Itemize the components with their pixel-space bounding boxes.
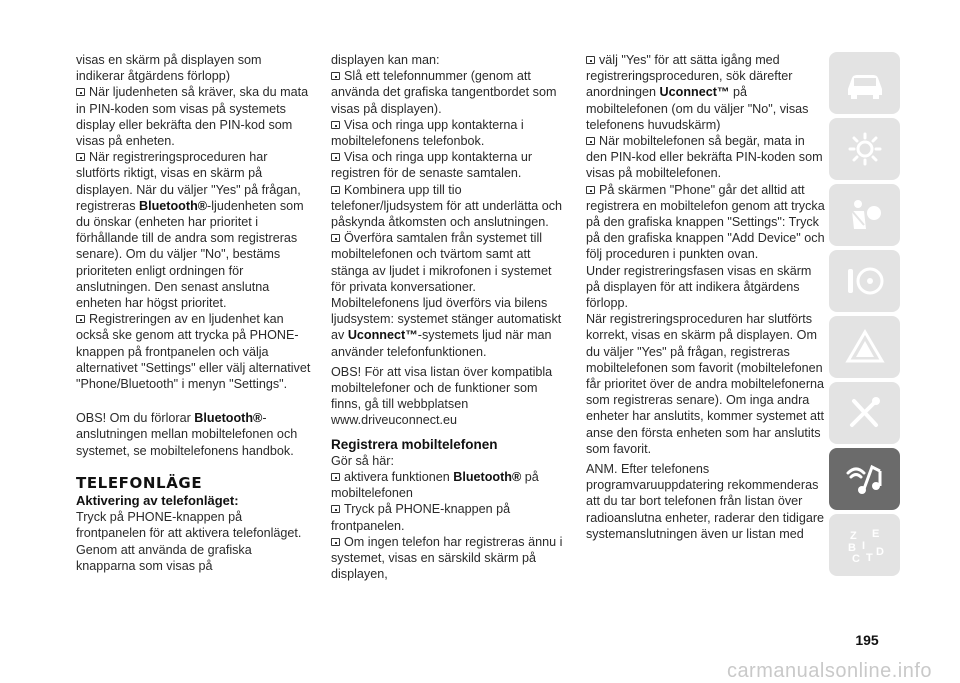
bullet-item: [331, 534, 567, 583]
bullet-item: [331, 469, 567, 501]
bold-term: Bluetooth®: [139, 198, 208, 213]
bullet-text: Tryck på PHONE-knappen på frontpanelen.: [331, 502, 511, 533]
bullet-text: Visa och ringa upp kontakterna i mobiltelefonens telefonbok.: [331, 117, 524, 149]
paragraph: Gör så här:: [331, 453, 394, 468]
bold-term: Uconnect™: [347, 328, 418, 343]
index-letter: E: [871, 528, 879, 540]
paragraph: [76, 52, 312, 84]
text-column-2: [331, 52, 567, 583]
text-line: visas en skärm på displayen som: [76, 53, 262, 67]
bullet-item: [76, 311, 312, 392]
bullet-text: på mobiltelefonen: [331, 470, 539, 501]
tab-driving[interactable]: [829, 250, 900, 312]
text-column-1: [76, 52, 312, 574]
bold-term: Uconnect™: [659, 85, 730, 100]
subheading: Aktivering av telefonläget:: [76, 493, 239, 509]
index-letter: B: [847, 542, 856, 554]
obs-note: [76, 410, 312, 459]
tab-emergency[interactable]: [829, 316, 900, 378]
bullet-text: aktivera funktionen: [344, 470, 454, 485]
warning-lights-icon: [842, 129, 888, 169]
tab-warning-lights[interactable]: [829, 118, 900, 180]
bold-term: Bluetooth®: [453, 470, 522, 485]
tab-safety[interactable]: [829, 184, 900, 246]
bullet-item: [331, 68, 567, 117]
bullet-item: [331, 182, 567, 231]
bullet-text: När ljudenheten så kräver, ska du mata in PIN-koden som visas på systemets display eller bekräfta den PIN-kod som visas på enheten.: [76, 85, 309, 149]
bullet-text: Överföra samtalen från systemet till mobiltelefonen och tvärtom samt att stänga av ljudet i mikrofonen i systemet för privata konversationer. Mobiltelefonens ljud överförs via bilens ljudsystem: systemet stänger automatiskt av: [331, 231, 562, 343]
bullet-text: Slå ett telefonnummer (genom att använda det grafiska tangentbordet som visas på displayen).: [331, 69, 557, 116]
section-heading: TELEFONLÄGE: [76, 473, 203, 492]
bullet-item: [331, 230, 567, 360]
bullet-item: [331, 501, 567, 533]
chapter-tabs: [829, 52, 900, 580]
text-line: indikerar åtgärdens förlopp): [76, 69, 231, 84]
text-column-3: [586, 52, 826, 542]
watermark: carmanualsonline.info: [726, 660, 932, 682]
tab-index[interactable]: [829, 514, 900, 576]
obs-note: OBS! För att visa listan över kompatibla mobiltelefoner och de funktioner som finns, gå till webbplatsen www.driveuconnect.eu: [331, 364, 553, 428]
bullet-text: Registreringen av en ljudenhet kan också ske genom att trycka på PHONE-knappen på frontpanelen och välja alternativet "Settings" eller välj alternativet "Phone/Bluetooth" i menyn "Settings".: [76, 312, 311, 392]
bullet-item: [586, 133, 826, 182]
tools-icon: [842, 393, 888, 433]
paragraph: displayen kan man:: [331, 53, 440, 67]
bullet-text: Om ingen telefon har registreras ännu i systemet, visas en särskild skärm på displayen,: [331, 534, 563, 582]
bullet-text: När registreringsproceduren har slutförts riktigt, visas en skärm på displayen. När du väljer "Yes" på frågan, registreras: [76, 150, 301, 213]
index-letter: D: [875, 546, 884, 558]
paragraph: Under registreringsfasen visas en skärm på displayen för att indikera åtgärdens förlopp.: [586, 263, 812, 311]
note-text: -anslutningen mellan mobiltelefonen och systemet, se mobiltelefonens handbok.: [76, 411, 298, 458]
tab-maintenance[interactable]: [829, 382, 900, 444]
bullet-item: [331, 117, 567, 149]
index-letter: I: [861, 540, 865, 552]
bullet-item: [586, 182, 826, 263]
tab-car[interactable]: [829, 52, 900, 114]
index-letter: T: [865, 552, 873, 564]
index-letter: C: [851, 553, 860, 565]
bullet-text: -ljudenheten som du önskar (enheten har prioritet i förhållande till de andra som registreras senare). Om du väljer "No", bestäms prioriteten enligt ordningen för anslutningen. Den senast anslutna enheten har högst prioritet.: [76, 198, 304, 311]
bullet-text: Kombinera upp till tio telefoner/ljudsystem för att underlätta och påskynda åtkomsten och anslutningen.: [331, 182, 563, 230]
bullet-text: välj "Yes" för att sätta igång med registreringsproceduren, sök därefter anordningen: [586, 53, 793, 100]
bullet-text: På skärmen "Phone" går det alltid att registrera en mobiltelefon genom att trycka på den grafiska knappen "Settings": Tryck på den grafiska knappen "Add Device" och följ proceduren i punkten ovan.: [586, 182, 825, 262]
bullet-item: [331, 149, 567, 181]
tab-multimedia[interactable]: [829, 448, 900, 510]
subheading: Registrera mobiltelefonen: [331, 436, 498, 452]
bold-term: Bluetooth®: [194, 411, 263, 426]
index-letter: Z: [849, 530, 857, 542]
seat-belt-airbag-icon: [842, 195, 888, 235]
page-number: 195: [855, 632, 879, 648]
multimedia-icon: [842, 459, 888, 499]
bullet-item: [76, 149, 312, 311]
steering-wheel-key-icon: [842, 261, 888, 301]
bullet-item: [586, 52, 826, 133]
note-text: OBS! Om du förlorar: [76, 411, 195, 426]
paragraph: När registreringsproceduren har slutförts korrekt, visas en skärm på displayen. Om du väljer "Yes" på frågan, registreras mobiltelefonen som favorit (mobiltelefonen får prioritet över de andra mobiltelefonerna som registreras senare). Om inga andra enheter har anslutits, kommer systemet att anse den första enheten som har anslutits som favorit.: [586, 312, 825, 456]
paragraph: ANM. Efter telefonens programvaruuppdatering rekommenderas att du tar bort telefonen från listan över radioanslutna enheter, raderar den tidigare systemanslutningen även ur listan med: [586, 462, 825, 541]
warning-triangle-icon: [842, 327, 888, 367]
paragraph: Tryck på PHONE-knappen på frontpanelen för att aktivera telefonläget. Genom att använda de grafiska knapparna som visas på: [76, 510, 302, 573]
bullet-text: Visa och ringa upp kontakterna ur registren för de senaste samtalen.: [331, 150, 533, 181]
bullet-text: på mobiltelefonen (om du väljer "No", visas telefonens huvudskärm): [586, 85, 809, 132]
index-icon: [842, 525, 888, 565]
car-icon: [842, 63, 888, 103]
bullet-item: [76, 84, 312, 149]
bullet-text: När mobiltelefonen så begär, mata in den PIN-kod eller bekräfta PIN-koden som visas på mobiltelefonen.: [586, 134, 823, 181]
bullet-text: -systemets ljud när man använder telefonfunktionen.: [331, 328, 552, 359]
